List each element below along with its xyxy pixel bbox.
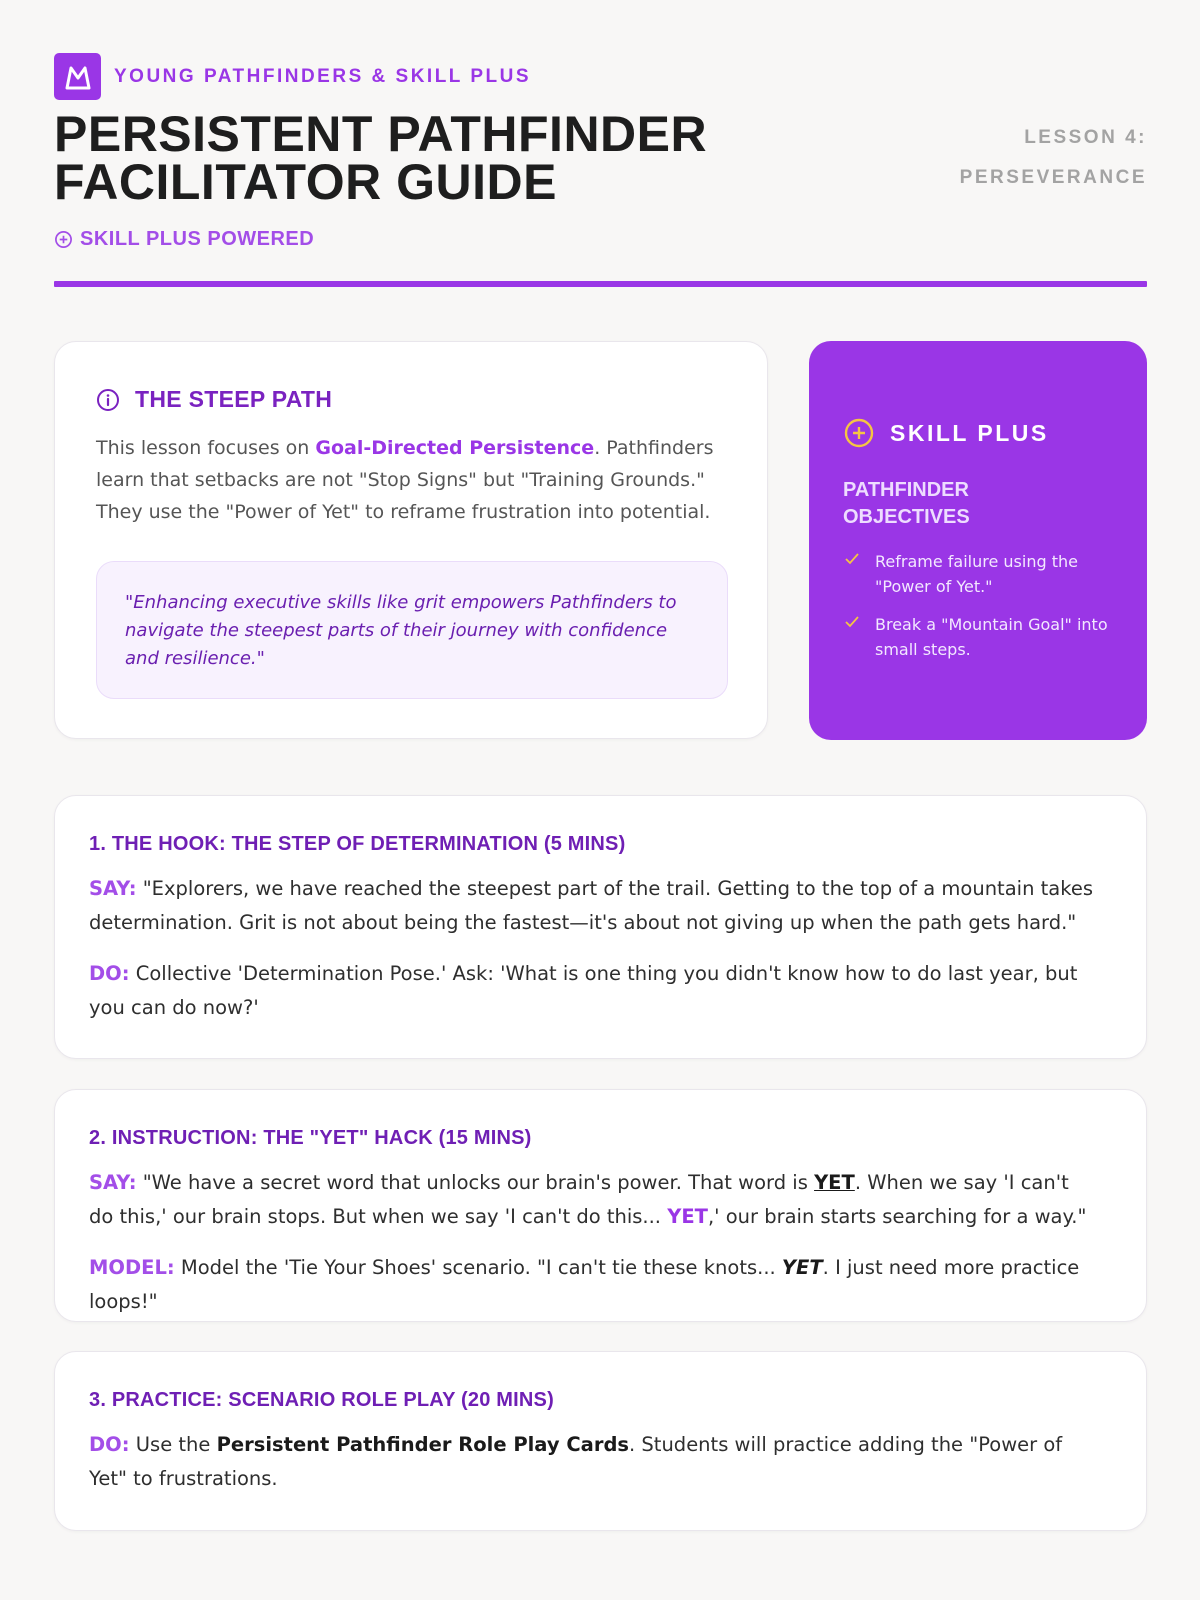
say-paragraph — [89, 1166, 1099, 1234]
steep-path-title: THE STEEP PATH — [135, 386, 333, 412]
intro-highlight: Goal-Directed Persistence — [315, 437, 595, 459]
list-item — [843, 612, 1123, 662]
say-paragraph — [89, 872, 1099, 940]
objectives-list — [843, 549, 1123, 675]
say-label: SAY: — [89, 1171, 137, 1194]
yet-word: YET — [814, 1171, 855, 1194]
steep-path-description — [96, 432, 716, 528]
section-title: 3. PRACTICE: SCENARIO ROLE PLAY (20 MINS) — [89, 1389, 554, 1411]
skill-plus-title: SKILL PLUS — [890, 419, 1049, 446]
do-label: DO: — [89, 962, 130, 985]
model-paragraph — [89, 1251, 1099, 1319]
model-label: MODEL: — [89, 1256, 175, 1279]
model-text: Model the 'Tie Your Shoes' scenario. "I can't tie these knots... — [174, 1256, 782, 1279]
plus-circle-icon — [843, 417, 875, 449]
say-text: "We have a secret word that unlocks our brain's power. That word is — [136, 1171, 815, 1194]
info-circle-icon — [96, 388, 120, 412]
page-title — [54, 106, 814, 210]
section-title: 1. THE HOOK: THE STEP OF DETERMINATION (5 MINS) — [89, 833, 626, 855]
page-title-line-1: PERSISTENT PATHFINDER — [54, 106, 708, 162]
do-text: Collective 'Determination Pose.' Ask: 'What is one thing you didn't know how to do last year, but you can do now?' — [89, 962, 1078, 1019]
model-text: . I just need more practice loops!" — [89, 1256, 1080, 1313]
lesson-topic: PERSEVERANCE — [959, 167, 1147, 188]
intro-text-end: . Pathfinders learn that setbacks are not "Stop Signs" but "Training Grounds." They use the "Power of Yet" to reframe frustration into potential. — [96, 437, 714, 523]
do-text: . Students will practice adding the "Power of Yet" to frustrations. — [89, 1433, 1063, 1490]
section-practice — [54, 1351, 1147, 1531]
objective-text: Reframe failure using the "Power of Yet." — [875, 552, 1078, 596]
objectives-heading: PATHFINDER OBJECTIVES — [843, 479, 970, 528]
say-text: ,' our brain starts searching for a way." — [707, 1205, 1087, 1228]
skill-plus-card — [809, 341, 1147, 740]
steep-path-heading — [96, 386, 332, 413]
list-item — [843, 549, 1123, 599]
skill-plus-heading — [843, 417, 1049, 449]
header-divider — [54, 281, 1147, 287]
checkmark-icon — [843, 613, 861, 631]
intro-quote: "Enhancing executive skills like grit empowers Pathfinders to navigate the steepest parts of their journey with confidence and resilience." — [96, 561, 728, 699]
do-text: Use the — [129, 1433, 217, 1456]
skill-plus-powered-tag — [54, 228, 314, 251]
section-instruction — [54, 1089, 1147, 1322]
intro-text-start: This lesson focuses on — [96, 437, 316, 459]
yet-word: YET — [667, 1205, 708, 1228]
steep-path-card — [54, 341, 768, 739]
brand-name: YOUNG PATHFINDERS & SKILL PLUS — [114, 65, 532, 87]
objective-text: Break a "Mountain Goal" into small steps. — [875, 615, 1108, 659]
lesson-number: LESSON 4: — [1024, 127, 1147, 148]
yet-word: YET — [781, 1256, 823, 1279]
role-play-cards: Persistent Pathfinder Role Play Cards — [216, 1433, 630, 1456]
brand-header — [54, 53, 531, 100]
say-label: SAY: — [89, 877, 137, 900]
section-hook — [54, 795, 1147, 1059]
do-paragraph — [89, 1428, 1099, 1496]
say-text: . When we say 'I can't do this,' our brain stops. But when we say 'I can't do this... — [89, 1171, 1069, 1228]
do-paragraph — [89, 957, 1099, 1025]
page-title-line-2: FACILITATOR GUIDE — [54, 154, 557, 210]
mountain-icon — [54, 53, 101, 100]
checkmark-icon — [843, 550, 861, 568]
powered-label: SKILL PLUS POWERED — [80, 228, 315, 250]
section-title: 2. INSTRUCTION: THE "YET" HACK (15 MINS) — [89, 1127, 532, 1149]
plus-circle-icon — [54, 230, 73, 249]
do-label: DO: — [89, 1433, 130, 1456]
say-text: "Explorers, we have reached the steepest part of the trail. Getting to the top of a mountain takes determination. Grit is not about being the fastest—it's about not giving up when the path gets hard." — [89, 877, 1093, 934]
lesson-label — [960, 118, 1147, 198]
